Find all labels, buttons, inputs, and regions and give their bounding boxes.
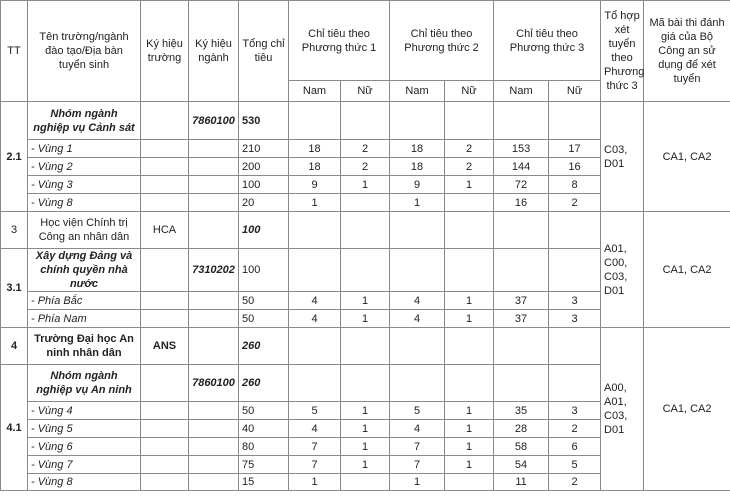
row-name: - Vùng 6: [28, 438, 141, 456]
subheader-female: Nữ: [445, 81, 494, 102]
row-name: Nhóm ngành nghiệp vụ Cảnh sát: [28, 102, 141, 140]
row-combo: C03, D01: [601, 102, 644, 212]
row-name: - Vùng 7: [28, 456, 141, 474]
header-tt: TT: [1, 1, 28, 102]
row-m3-female: 2: [549, 194, 601, 212]
row-m2-male: 7: [390, 438, 445, 456]
row-m3-male: 58: [494, 438, 549, 456]
table-row: [1, 102, 730, 140]
row-m1-male: 4: [289, 292, 341, 310]
subheader-female: Nữ: [341, 81, 390, 102]
row-m2-female: 1: [445, 292, 494, 310]
row-m3-male: 54: [494, 456, 549, 474]
row-name: - Vùng 8: [28, 474, 141, 491]
header-exam: Mã bài thi đánh giá của Bộ Công an sử dụng để xét tuyển: [644, 1, 730, 102]
row-tt: 2.1: [1, 102, 28, 212]
row-m2-male: 9: [390, 176, 445, 194]
row-total: 20: [239, 194, 289, 212]
row-m1-female: 2: [341, 158, 390, 176]
row-m1-female: 2: [341, 140, 390, 158]
row-name: - Vùng 4: [28, 402, 141, 420]
row-major-code: 7860100: [189, 365, 239, 402]
row-m3-female: 6: [549, 438, 601, 456]
row-total: 100: [239, 176, 289, 194]
subheader-male: Nam: [390, 81, 445, 102]
row-combo: A00, A01, C03, D01: [601, 328, 644, 491]
row-name: - Vùng 2: [28, 158, 141, 176]
row-total: 80: [239, 438, 289, 456]
row-m2-male: 4: [390, 420, 445, 438]
row-m1-male: 18: [289, 140, 341, 158]
row-school-code: ANS: [141, 328, 189, 365]
row-m2-male: 5: [390, 402, 445, 420]
row-m3-male: 37: [494, 310, 549, 328]
row-m1-male: 1: [289, 474, 341, 491]
row-m3-female: 3: [549, 402, 601, 420]
row-total: 75: [239, 456, 289, 474]
row-m1-female: 1: [341, 310, 390, 328]
row-m1-female: 1: [341, 176, 390, 194]
row-name: - Vùng 1: [28, 140, 141, 158]
header-school-code: Ký hiệu trường: [141, 1, 189, 102]
row-total: 200: [239, 158, 289, 176]
row-combo: A01, C00, C03, D01: [601, 212, 644, 328]
row-total: 15: [239, 474, 289, 491]
row-m1-male: 1: [289, 194, 341, 212]
row-m3-male: 72: [494, 176, 549, 194]
row-m2-female: 2: [445, 158, 494, 176]
row-m2-male: 4: [390, 310, 445, 328]
row-m1-female: 1: [341, 402, 390, 420]
row-m3-female: 2: [549, 474, 601, 491]
row-m2-female: 1: [445, 456, 494, 474]
row-m2-male: 4: [390, 292, 445, 310]
row-m3-female: 17: [549, 140, 601, 158]
row-m1-male: 9: [289, 176, 341, 194]
header-name: Tên trường/ngành đào tạo/Địa bàn tuyển sinh: [28, 1, 141, 102]
header-method-1: Chỉ tiêu theo Phương thức 1: [289, 1, 390, 81]
row-exam: CA1, CA2: [644, 212, 730, 328]
row-major-code: 7860100: [189, 102, 239, 140]
row-tt: 3: [1, 212, 28, 249]
row-name: - Vùng 3: [28, 176, 141, 194]
row-m2-male: 1: [390, 194, 445, 212]
row-m1-male: 4: [289, 310, 341, 328]
row-m1-male: 7: [289, 438, 341, 456]
table-row: [1, 212, 730, 249]
row-major-code: 7310202: [189, 249, 239, 292]
row-m3-male: 16: [494, 194, 549, 212]
row-total: 210: [239, 140, 289, 158]
row-total: 40: [239, 420, 289, 438]
row-m1-female: [341, 194, 390, 212]
row-m3-male: 35: [494, 402, 549, 420]
row-school-code: HCA: [141, 212, 189, 249]
row-m3-female: 3: [549, 292, 601, 310]
row-tt: 3.1: [1, 249, 28, 328]
row-m2-female: 1: [445, 402, 494, 420]
row-total: 50: [239, 292, 289, 310]
row-m2-female: 1: [445, 310, 494, 328]
row-m1-female: 1: [341, 456, 390, 474]
row-name: Xây dựng Đảng và chính quyền nhà nước: [28, 249, 141, 292]
row-name: - Phía Nam: [28, 310, 141, 328]
header-major-code: Ký hiệu ngành: [189, 1, 239, 102]
row-m2-female: 2: [445, 140, 494, 158]
row-total: 50: [239, 310, 289, 328]
row-m1-male: 4: [289, 420, 341, 438]
subheader-male: Nam: [289, 81, 341, 102]
row-total: 100: [239, 212, 289, 249]
row-m1-male: 5: [289, 402, 341, 420]
row-m3-female: 16: [549, 158, 601, 176]
row-total: 100: [239, 249, 289, 292]
row-m3-female: 2: [549, 420, 601, 438]
row-total: 50: [239, 402, 289, 420]
row-m3-male: 37: [494, 292, 549, 310]
header-row: [1, 1, 730, 81]
row-tt: 4.1: [1, 365, 28, 491]
row-m2-male: 18: [390, 158, 445, 176]
row-m1-female: [341, 474, 390, 491]
header-method-3: Chỉ tiêu theo Phương thức 3: [494, 1, 601, 81]
row-m2-female: 1: [445, 420, 494, 438]
row-exam: CA1, CA2: [644, 102, 730, 212]
row-m2-male: 7: [390, 456, 445, 474]
row-name: Nhóm ngành nghiệp vụ An ninh: [28, 365, 141, 402]
row-name: - Vùng 5: [28, 420, 141, 438]
row-total: 260: [239, 365, 289, 402]
row-m3-male: 144: [494, 158, 549, 176]
row-m3-female: 5: [549, 456, 601, 474]
row-m3-female: 8: [549, 176, 601, 194]
row-m3-male: 11: [494, 474, 549, 491]
row-m3-male: 153: [494, 140, 549, 158]
row-total: 260: [239, 328, 289, 365]
row-m1-female: 1: [341, 292, 390, 310]
row-m1-female: 1: [341, 420, 390, 438]
row-m3-female: 3: [549, 310, 601, 328]
row-name: Học viện Chính trị Công an nhân dân: [28, 212, 141, 249]
row-exam: CA1, CA2: [644, 328, 730, 491]
row-m1-female: 1: [341, 438, 390, 456]
row-m2-male: 18: [390, 140, 445, 158]
table-row: [1, 328, 730, 365]
row-m1-male: 7: [289, 456, 341, 474]
row-total: 530: [239, 102, 289, 140]
row-m2-male: 1: [390, 474, 445, 491]
header-total: Tổng chỉ tiêu: [239, 1, 289, 102]
row-school-code: [141, 102, 189, 140]
row-m2-female: 1: [445, 438, 494, 456]
row-name: - Vùng 8: [28, 194, 141, 212]
row-m1-male: 18: [289, 158, 341, 176]
header-combo: Tổ hợp xét tuyển theo Phương thức 3: [601, 1, 644, 102]
row-m2-female: [445, 194, 494, 212]
row-tt: 4: [1, 328, 28, 365]
header-method-2: Chỉ tiêu theo Phương thức 2: [390, 1, 494, 81]
row-name: - Phía Bắc: [28, 292, 141, 310]
row-m2-female: 1: [445, 176, 494, 194]
subheader-male: Nam: [494, 81, 549, 102]
subheader-female: Nữ: [549, 81, 601, 102]
row-name: Trường Đại học An ninh nhân dân: [28, 328, 141, 365]
row-m3-male: 28: [494, 420, 549, 438]
row-m2-female: [445, 474, 494, 491]
